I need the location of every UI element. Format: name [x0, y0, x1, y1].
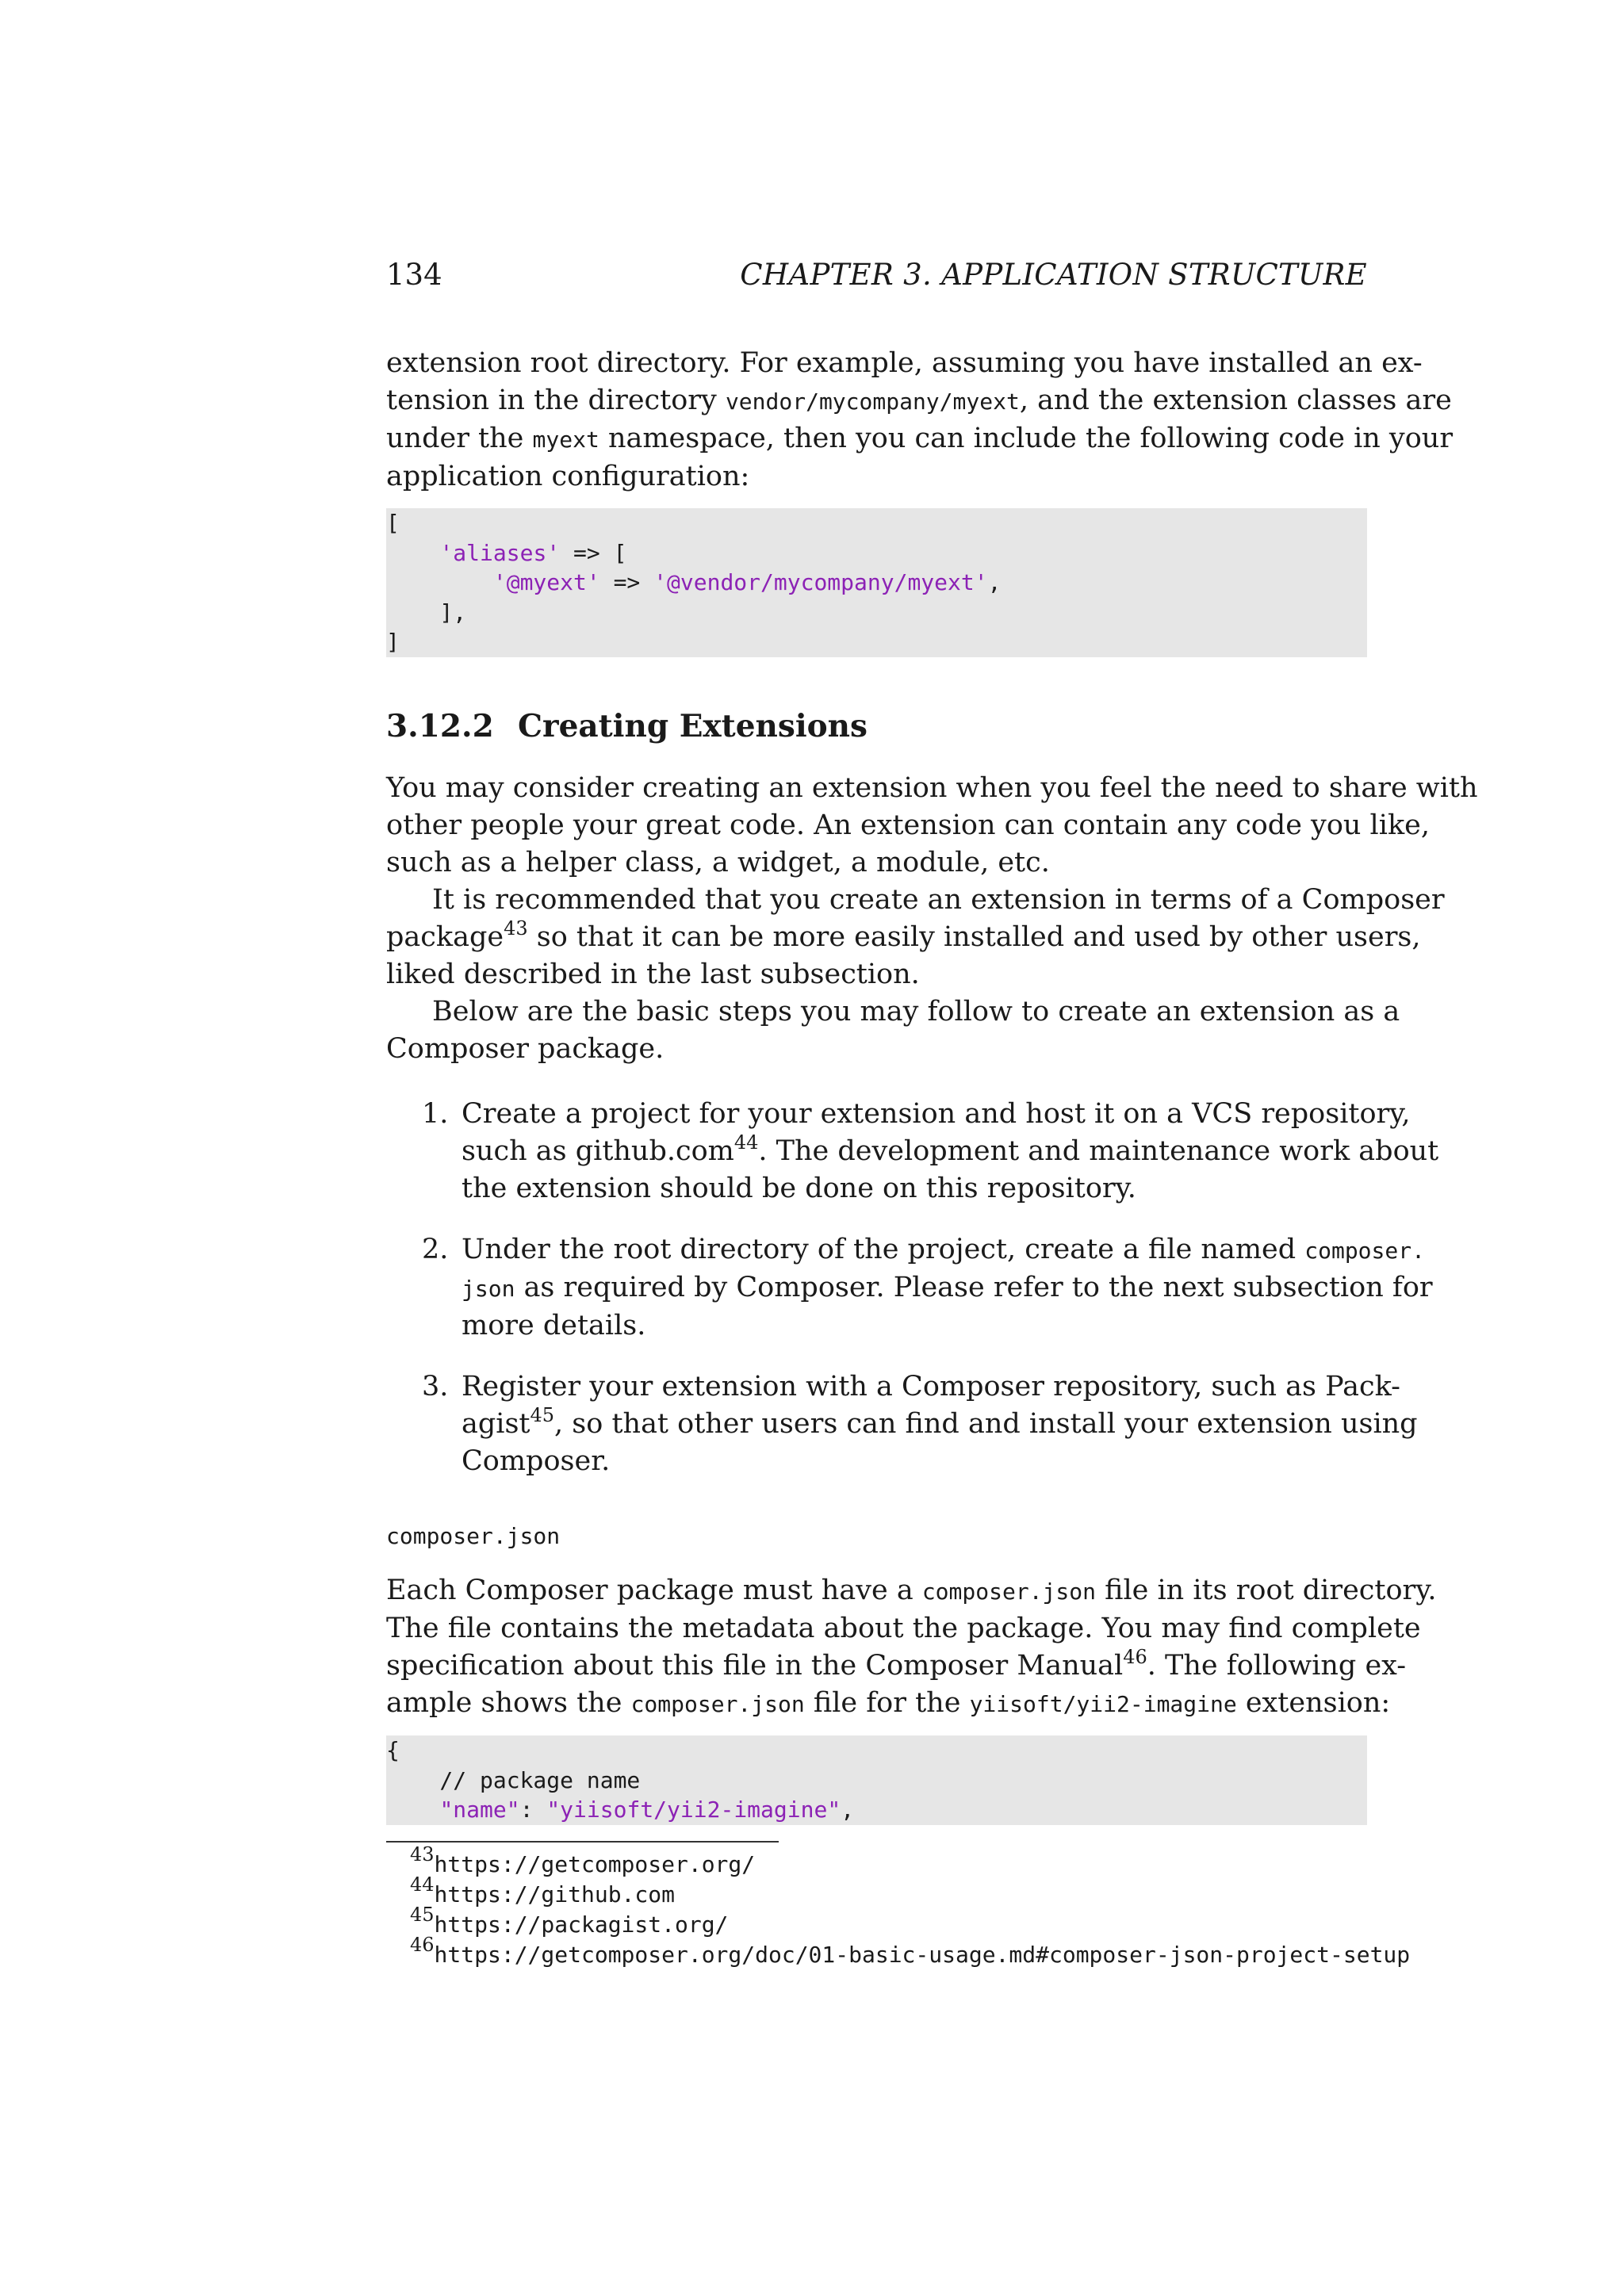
footnote-ref[interactable]: 43 — [504, 917, 528, 939]
text-line: specification about this file in the Composer Manual$^{46}$. The following ex- — [386, 1646, 1407, 1682]
footnote-number: 45 — [410, 1904, 435, 1926]
footnote — [410, 1843, 756, 1880]
text-line: such as github.com$^{44}$. The development and maintenance work about — [462, 1131, 1439, 1167]
text-line: more details. — [462, 1310, 646, 1341]
footnote-link[interactable]: https://github.com — [434, 1881, 675, 1908]
list-item — [386, 1096, 1439, 1207]
inline-code: composer.json — [630, 1691, 805, 1717]
inline-code: composer.json — [921, 1578, 1096, 1605]
text-line: The file contains the metadata about the package. You may find complete — [386, 1613, 1421, 1644]
footnote-rule — [386, 1841, 779, 1843]
code-line: ] — [386, 629, 400, 655]
code-line: "name": "yiisoft/yii2-imagine", — [439, 1797, 855, 1823]
code-line: { — [386, 1737, 400, 1763]
footnote — [410, 1873, 675, 1910]
text-line: agist$^{45}$, so that other users can find and install your extension using — [462, 1404, 1418, 1440]
text-line: Under the root directory of the project, create a file named composer. — [462, 1234, 1425, 1265]
text-line: tension in the directory vendor/mycompany/myext, and the extension classes are — [386, 385, 1452, 416]
footnote-ref[interactable]: 44 — [733, 1131, 759, 1154]
text-line: package$^{43}$ so that it can be more easily installed and used by other users, — [386, 917, 1421, 953]
text-line: json as required by Composer. Please refer to the next subsection for — [462, 1272, 1433, 1303]
inline-code: myext — [532, 427, 599, 453]
list-number: 1. — [422, 1098, 449, 1130]
footnote-ref[interactable]: 45 — [530, 1404, 555, 1426]
code-line: [ — [386, 510, 400, 536]
text-line: It is recommended that you create an extension in terms of a Composer — [432, 884, 1445, 916]
code-line: ], — [386, 599, 467, 626]
text-line: Composer package. — [386, 1033, 665, 1065]
running-header — [386, 258, 1367, 297]
footnote — [410, 1904, 729, 1940]
footnote-number: 46 — [410, 1934, 435, 1956]
inline-code: json — [462, 1276, 515, 1302]
code-line: 'aliases' => [ — [439, 539, 627, 566]
text-line: other people your great code. An extension can contain any code you like, — [386, 809, 1430, 841]
text-line: Create a project for your extension and host it on a VCS repository, — [462, 1098, 1411, 1130]
text-line: extension root directory. For example, assuming you have installed an ex- — [386, 347, 1423, 379]
text-line: Composer. — [462, 1445, 611, 1477]
inline-code: vendor/mycompany/myext — [725, 388, 1020, 415]
paragraph-heading: composer.json — [386, 1523, 561, 1549]
intro-paragraph — [386, 345, 1454, 496]
text-line: Register your extension with a Composer repository, such as Pack- — [462, 1371, 1401, 1402]
footnote-ref[interactable]: 46 — [1123, 1646, 1147, 1668]
footnote-link[interactable]: https://packagist.org/ — [434, 1911, 729, 1938]
footnote-link[interactable]: https://getcomposer.org/doc/01-basic-usage.md#composer-json-project-setup — [434, 1942, 1411, 1968]
code-block-composer-json — [386, 1735, 1367, 1825]
inline-code: yiisoft/yii2-imagine — [969, 1691, 1237, 1717]
text-line: such as a helper class, a widget, a module, etc. — [386, 847, 1050, 878]
text-line: ample shows the composer.json file for the yiisoft/yii2-imagine extension: — [386, 1687, 1391, 1719]
section-title-text: Creating Extensions — [518, 708, 868, 744]
paragraph — [386, 770, 1478, 882]
page-number: 134 — [386, 258, 442, 292]
text-line: liked described in the last subsection. — [386, 959, 920, 990]
text-line: application configuration: — [386, 461, 750, 492]
list-item — [386, 1368, 1418, 1480]
paragraph — [386, 882, 1445, 993]
code-line: '@myext' => '@vendor/mycompany/myext', — [492, 569, 1002, 595]
section-number: 3.12.2 — [386, 708, 494, 744]
footnote-number: 43 — [410, 1843, 435, 1866]
footnote — [410, 1934, 1411, 1970]
code-block-aliases — [386, 508, 1367, 657]
list-number: 3. — [422, 1371, 449, 1402]
list-item — [386, 1231, 1433, 1345]
section-heading — [386, 708, 868, 744]
text-line: under the myext namespace, then you can include the following code in your — [386, 423, 1454, 454]
text-line: the extension should be done on this repository. — [462, 1173, 1136, 1204]
text-line: You may consider creating an extension when you feel the need to share with — [386, 772, 1478, 804]
paragraph — [386, 1572, 1437, 1723]
code-comment: // package name — [386, 1766, 641, 1793]
paragraph — [386, 993, 1400, 1068]
footnote-number: 44 — [410, 1873, 435, 1896]
footnote-link[interactable]: https://getcomposer.org/ — [434, 1851, 756, 1877]
chapter-title: CHAPTER 3. APPLICATION STRUCTURE — [740, 258, 1367, 292]
steps-list — [386, 1096, 1439, 1480]
text-line: Below are the basic steps you may follow to create an extension as a — [432, 996, 1400, 1027]
inline-code: composer. — [1304, 1238, 1425, 1264]
text-line: Each Composer package must have a composer.json file in its root directory. — [386, 1575, 1437, 1606]
list-number: 2. — [422, 1234, 449, 1265]
